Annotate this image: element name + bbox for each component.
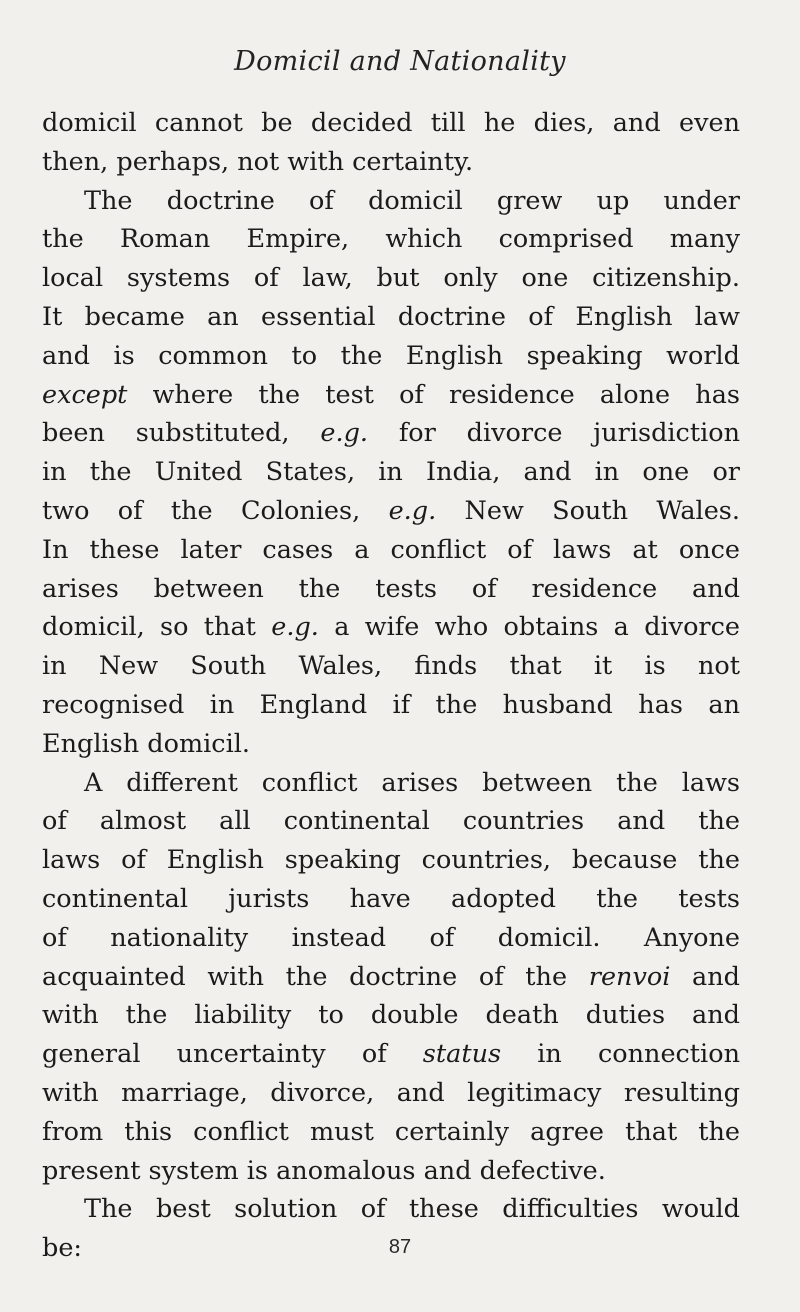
text-line: in New South Wales, finds that it is not	[42, 651, 740, 682]
text-line: in the United States, in India, and in one or	[42, 457, 740, 488]
text-line: with the liability to double death duties and	[42, 1000, 740, 1031]
text-line: local systems of law, but only one citizenship.	[42, 263, 740, 294]
text-line: In these later cases a conflict of laws at once	[42, 534, 740, 565]
text-line: with marriage, divorce, and legitimacy resulting	[42, 1077, 740, 1108]
text-line: except where the test of residence alone has	[42, 379, 740, 410]
text-line: present system is anomalous and defective.	[42, 1155, 606, 1186]
text-line: and is common to the English speaking world	[42, 340, 740, 371]
text-line: two of the Colonies, e.g. New South Wales.	[42, 495, 740, 526]
body-text	[42, 104, 740, 1268]
text-line: from this conflict must certainly agree that the	[42, 1116, 740, 1147]
text-line: of almost all continental countries and the	[42, 806, 740, 837]
text-line: then, perhaps, not with certainty.	[42, 146, 474, 177]
text-line: been substituted, e.g. for divorce jurisdiction	[42, 418, 741, 449]
text-line: be:	[42, 1233, 83, 1264]
running-title: Domicil and Nationality	[234, 46, 566, 77]
text-line: English domicil.	[42, 728, 250, 759]
text-line: The doctrine of domicil grew up under	[84, 185, 740, 216]
text-line: continental jurists have adopted the tests	[42, 883, 740, 914]
text-line: the Roman Empire, which comprised many	[42, 224, 740, 255]
text-line: The best solution of these difficulties would	[84, 1194, 740, 1225]
text-line: domicil cannot be decided till he dies, and even	[42, 108, 740, 138]
text-line: acquainted with the doctrine of the renvoi and	[42, 961, 740, 992]
text-line: laws of English speaking countries, because the	[42, 845, 740, 876]
text-line: general uncertainty of status in connection	[42, 1039, 740, 1070]
text-line: It became an essential doctrine of English law	[42, 301, 740, 332]
text-line: domicil, so that e.g. a wife who obtains a divorce	[42, 612, 740, 643]
text-line: of nationality instead of domicil. Anyone	[42, 922, 740, 953]
text-line: arises between the tests of residence and	[42, 573, 740, 604]
text-line: A different conflict arises between the laws	[84, 767, 740, 798]
text-line: recognised in England if the husband has an	[42, 689, 740, 720]
page-number: 87	[388, 1236, 412, 1258]
